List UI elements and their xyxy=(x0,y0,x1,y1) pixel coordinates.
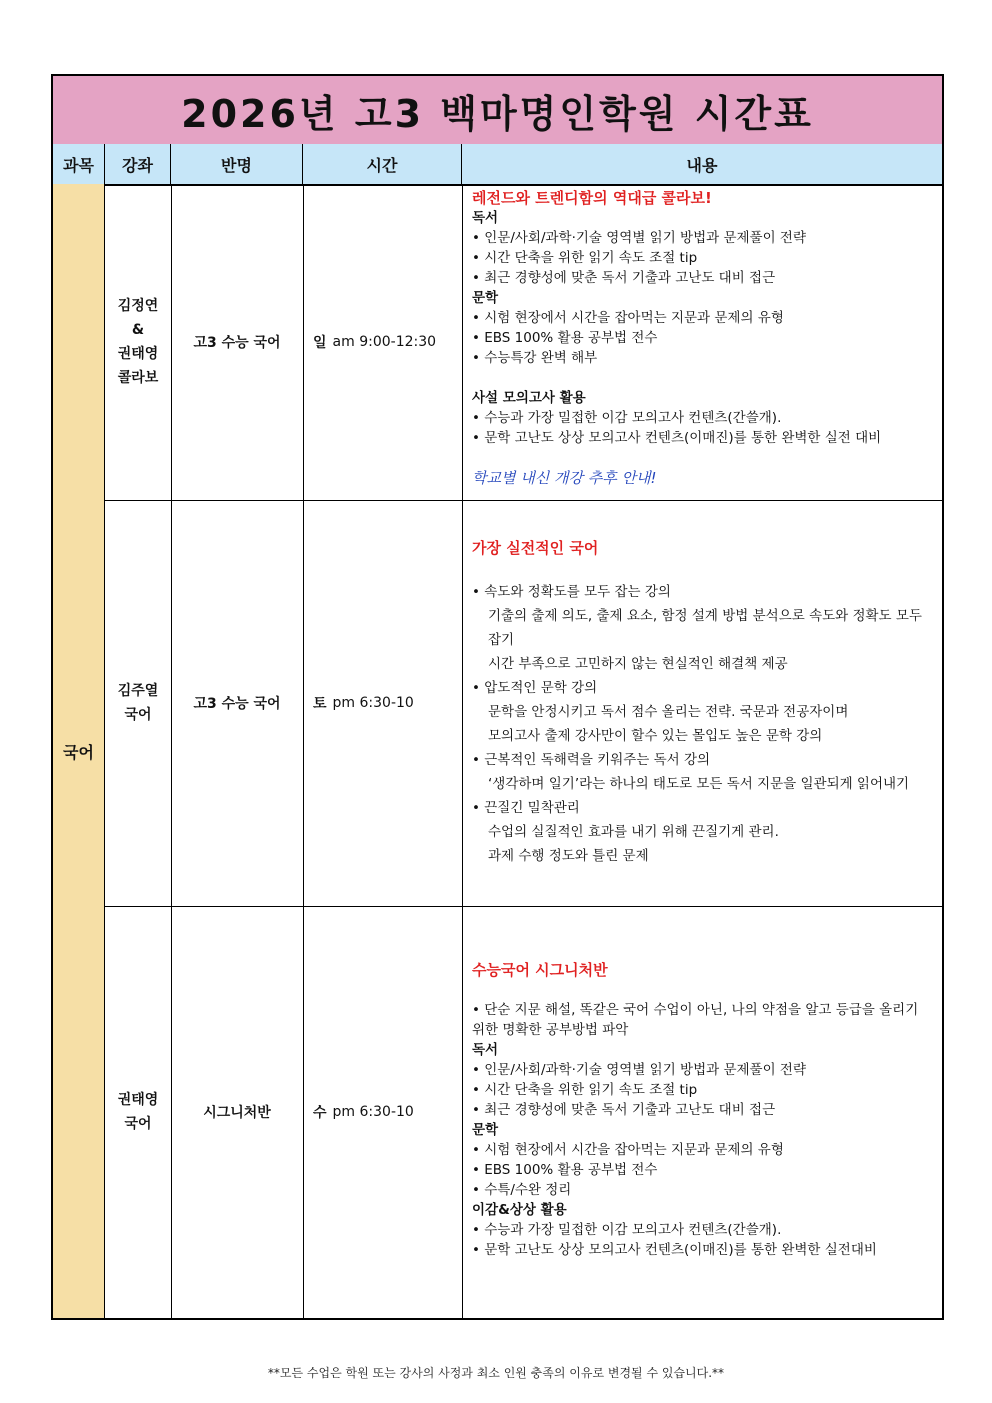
content-line: • 속도와 정확도를 모두 잡는 강의 xyxy=(472,584,671,600)
content-line: • 문학 고난도 상상 모의고사 컨텐츠(이매진)를 통한 완벽한 실전 대비 xyxy=(472,430,882,446)
lecture-cell xyxy=(105,184,171,500)
content-section: 문학 xyxy=(472,1122,499,1138)
content-line: 문학을 안정시키고 독서 점수 올리는 전략. 국문과 전공자이며 xyxy=(488,704,849,720)
time-cell xyxy=(303,500,462,906)
teacher-line: & xyxy=(131,322,145,338)
time-cell xyxy=(303,184,462,500)
teacher-line: 김주열 xyxy=(117,683,159,699)
content-line: • 수능특강 완벽 해부 xyxy=(472,350,598,366)
time-day: 수 xyxy=(313,1105,327,1121)
time-text: pm 6:30-10 xyxy=(332,695,414,711)
header-class: 반명 xyxy=(171,144,303,184)
teacher-line: 국어 xyxy=(124,1116,152,1132)
teacher-line: 권태영 xyxy=(117,346,159,362)
content-line: 기출의 출제 의도, 출제 요소, 함정 설계 방법 분석으로 속도와 정확도 모두 잡기 xyxy=(488,608,922,648)
page-title: 2026년 고3 백마명인학원 시간표 xyxy=(181,91,814,136)
content-notice: 학교별 내신 개강 추후 안내! xyxy=(472,469,657,487)
content-line: • 문학 고난도 상상 모의고사 컨텐츠(이매진)를 통한 완벽한 실전대비 xyxy=(472,1242,877,1258)
content-line: • 단순 지문 해설, 똑같은 국어 수업이 아닌, 나의 약점을 알고 등급을 올리기 위한 명확한 공부방법 파악 xyxy=(472,1002,919,1038)
header-row xyxy=(53,144,942,186)
content-line: 모의고사 출제 강사만이 할수 있는 몰입도 높은 문학 강의 xyxy=(488,728,823,744)
time-text: am 9:00-12:30 xyxy=(332,334,437,350)
footer-note: **모든 수업은 학원 또는 강사의 사정과 최소 인원 충족의 이유로 변경될 수 있습니다.** xyxy=(267,1366,725,1380)
content-line: • 최근 경향성에 맞춘 독서 기출과 고난도 대비 접근 xyxy=(472,270,776,286)
time-cell xyxy=(303,906,462,1318)
content-line: ‘생각하며 일기’라는 하나의 태도로 모든 독서 지문을 일관되게 읽어내기 xyxy=(488,776,910,792)
header-time: 시간 xyxy=(303,144,462,184)
content-line: • 수능과 가장 밀접한 이감 모의고사 컨텐츠(간쓸개). xyxy=(472,1222,782,1238)
header-content: 내용 xyxy=(686,155,718,175)
content-section: 독서 xyxy=(472,210,499,226)
content-headline: 수능국어 시그니처반 xyxy=(472,961,608,979)
content-line: • 시험 현장에서 시간을 잡아먹는 지문과 문제의 유형 xyxy=(472,310,784,326)
header-lecture: 강좌 xyxy=(105,144,171,184)
content-line: • 수능과 가장 밀접한 이감 모의고사 컨텐츠(간쓸개). xyxy=(472,410,782,426)
timetable xyxy=(51,74,944,1320)
teacher-line: 김정연 xyxy=(117,298,159,314)
time-day: 일 xyxy=(313,335,327,351)
content-cell xyxy=(462,188,942,488)
lecture-cell xyxy=(105,500,171,906)
time-text: pm 6:30-10 xyxy=(332,1104,414,1120)
title-bar xyxy=(53,76,942,146)
content-line: • 끈질긴 밀착관리 xyxy=(472,800,580,816)
class-name: 시그니처반 xyxy=(203,1105,271,1121)
content-line: • 근복적인 독해력을 키워주는 독서 강의 xyxy=(472,752,711,768)
content-line: • 압도적인 문학 강의 xyxy=(472,680,598,696)
class-name: 고3 수능 국어 xyxy=(193,335,281,351)
content-line: 시간 부족으로 고민하지 않는 현실적인 해결책 제공 xyxy=(488,656,788,672)
spacer xyxy=(472,368,934,388)
content-cell xyxy=(462,960,942,1260)
content-line: • 시험 현장에서 시간을 잡아먹는 지문과 문제의 유형 xyxy=(472,1142,784,1158)
spacer xyxy=(472,560,934,580)
content-line: • 최근 경향성에 맞춘 독서 기출과 고난도 대비 접근 xyxy=(472,1102,776,1118)
content-cell xyxy=(462,536,942,868)
content-section: 독서 xyxy=(472,1042,499,1058)
content-headline: 가장 실전적인 국어 xyxy=(472,539,599,557)
content-headline: 레전드와 트렌디함의 역대급 콜라보! xyxy=(472,189,712,207)
content-line: • 수특/수완 정리 xyxy=(472,1182,572,1198)
content-line: • EBS 100% 활용 공부법 전수 xyxy=(472,330,658,346)
teacher-line: 권태영 xyxy=(117,1092,159,1108)
content-line: • 인문/사회/과학·기술 영역별 읽기 방법과 문제풀이 전략 xyxy=(472,230,806,246)
content-line: • 시간 단축을 위한 읽기 속도 조절 tip xyxy=(472,250,698,266)
time-day: 토 xyxy=(313,696,327,712)
teacher-line: 국어 xyxy=(124,707,152,723)
header-subject: 과목 xyxy=(53,144,105,184)
content-line: 과제 수행 정도와 틀린 문제 xyxy=(488,848,649,864)
spacer xyxy=(472,980,934,1000)
content-section: 이감&상상 활용 xyxy=(472,1202,567,1218)
spacer xyxy=(472,448,934,468)
content-section: 사설 모의고사 활용 xyxy=(472,390,586,406)
content-line: • EBS 100% 활용 공부법 전수 xyxy=(472,1162,658,1178)
content-section: 문학 xyxy=(472,290,499,306)
content-line: • 인문/사회/과학·기술 영역별 읽기 방법과 문제풀이 전략 xyxy=(472,1062,806,1078)
content-line: 수업의 실질적인 효과를 내기 위해 끈질기게 관리. xyxy=(488,824,779,840)
teacher-line: 콜라보 xyxy=(117,370,159,386)
content-line: • 시간 단축을 위한 읽기 속도 조절 tip xyxy=(472,1082,698,1098)
class-name: 고3 수능 국어 xyxy=(193,696,281,712)
subject-cell: 국어 xyxy=(53,184,105,1318)
lecture-cell xyxy=(105,906,171,1318)
